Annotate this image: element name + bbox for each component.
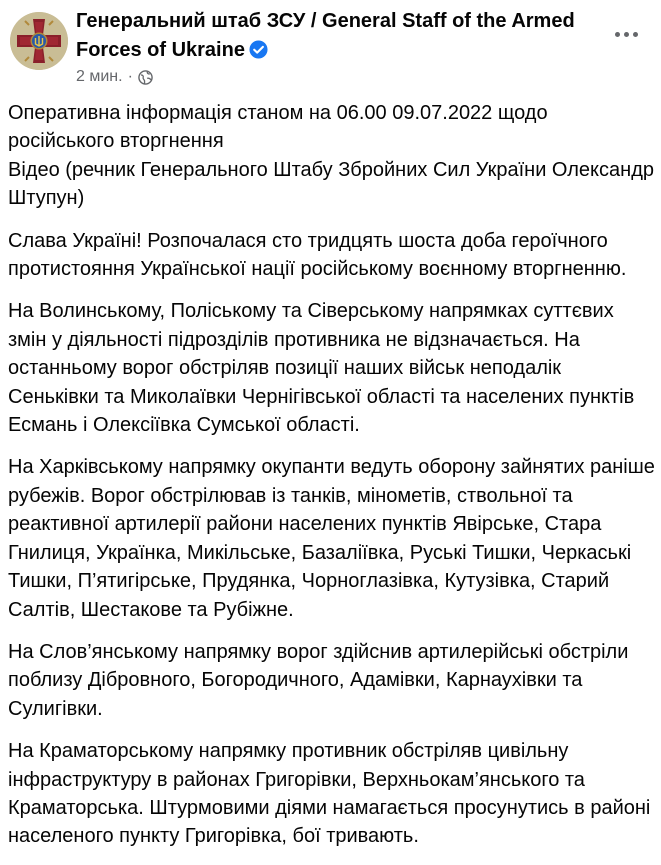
more-options-button[interactable]: [606, 16, 646, 52]
post-paragraph: Слава Україні! Розпочалася сто тридцять шоста доба героїчного протистояння Української нації російському воєнному вторгненню.: [8, 229, 627, 281]
post-paragraph: На Харківському напрямку окупанти ведуть оборону зайнятих раніше рубежів. Ворог обстрілював із танків, мінометів, ствольної та реактивної артилерії райони населених пунктів Явірське, Стара Гнилиця, Українка, Микільське, Базаліївка, Руські Тишки, Черкаські Тишки, П’ятигірське, Прудянка, Чорноглазівка, Кутузівка, Старий Салтів, Шестакове та Рубіжне.: [8, 456, 655, 621]
post-paragraph: На Волинському, Поліському та Сіверському напрямках суттєвих змін у діяльності підрозділів противника не відзначається. На останньому ворог обстріляв позиції наших військ неподалік Сеньківки та Миколаївки Чернігівської області та населених пунктів Есмань і Олексіївка Сумської області.: [8, 300, 635, 437]
post-body: [8, 99, 656, 865]
post-paragraph: На Краматорському напрямку противник обстріляв цивільну інфраструктуру в районах Григорівки, Верхньокам’янського та Краматорська. Штурмовими діями намагається просунутись в районі населеного пункту Григорівка, бої тривають.: [8, 740, 651, 848]
post-meta: [76, 66, 153, 88]
post-header: [0, 0, 661, 98]
globe-icon[interactable]: [138, 70, 153, 85]
page-name-link[interactable]: [76, 7, 596, 65]
post-paragraph: Оперативна інформація станом на 06.00 09.07.2022 щодо російського вторгнення Відео (речник Генерального Штабу Збройних Сил України Олександр Штупун): [8, 102, 654, 210]
verified-badge-icon: [249, 40, 268, 59]
page-name-text: Генеральний штаб ЗСУ / General Staff of the Armed Forces of Ukraine: [76, 10, 575, 61]
meta-separator: ·: [127, 68, 133, 85]
armed-forces-emblem-icon: [10, 12, 68, 70]
page-avatar[interactable]: [10, 12, 68, 70]
more-options-icon: [615, 32, 638, 37]
post-timestamp[interactable]: 2 мин.: [76, 68, 123, 85]
post-paragraph: На Слов’янському напрямку ворог здійснив артилерійські обстріли поблизу Дібровного, Богородичного, Адамівки, Карнаухівки та Сулигівки.: [8, 640, 629, 720]
